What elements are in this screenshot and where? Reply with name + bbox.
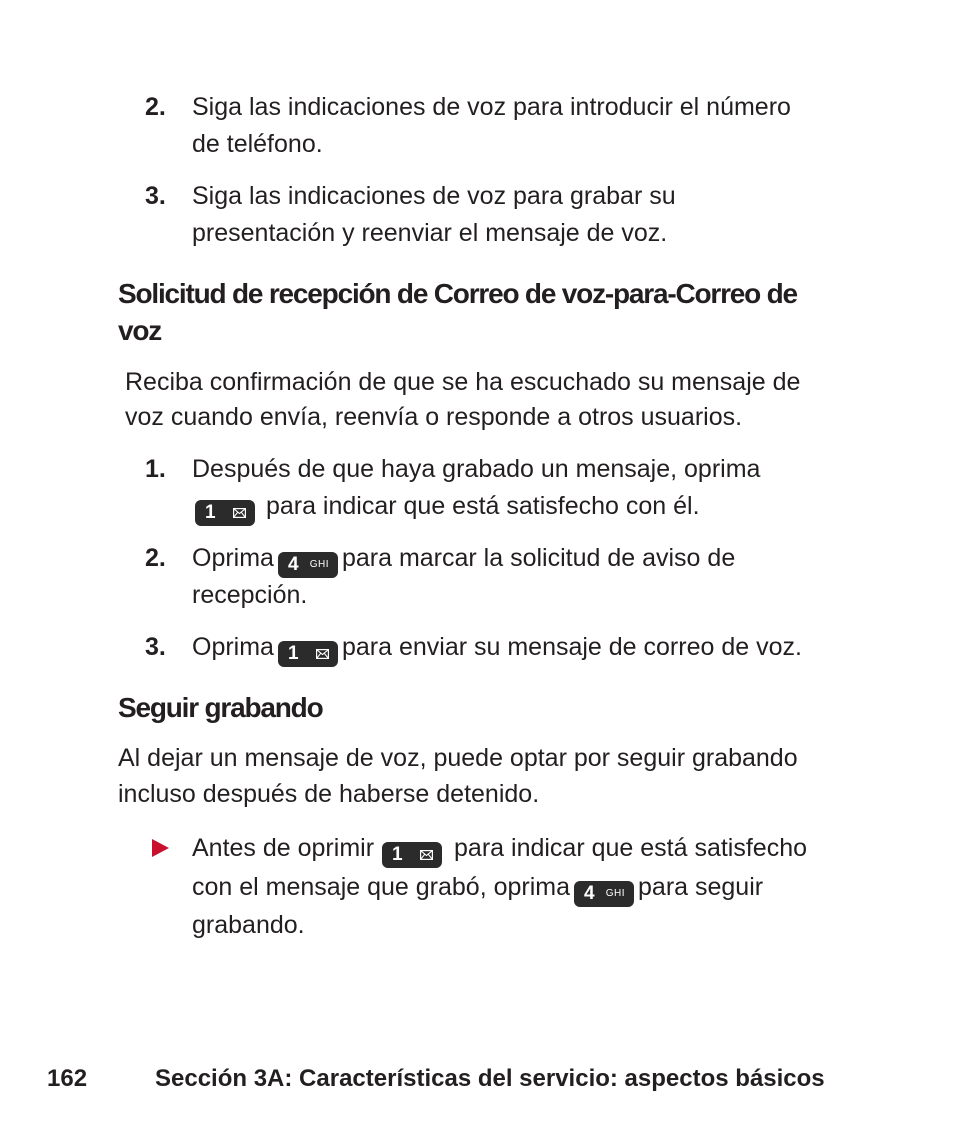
- list-item-text: 1 para indicar que está satisfecho con él.: [191, 488, 700, 526]
- list-item-text: recepción.: [192, 581, 308, 609]
- envelope-icon: [316, 649, 329, 659]
- list-number: 2.: [145, 544, 166, 572]
- list-item-text: Después de que haya grabado un mensaje, oprima: [192, 455, 761, 483]
- paragraph: voz cuando envía, reenvía o responde a otros usuarios.: [125, 403, 743, 431]
- list-number: 3.: [145, 633, 166, 661]
- key-4-icon: 4 GHI: [278, 552, 338, 578]
- page-number: 162: [47, 1065, 88, 1092]
- key-1-icon: 1: [382, 842, 442, 868]
- footer-section-title: Sección 3A: Características del servicio: aspectos básicos: [155, 1065, 825, 1092]
- bullet-text: con el mensaje que grabó, oprima 4 GHI para seguir: [192, 869, 763, 907]
- section-heading: Solicitud de recepción de Correo de voz-para-Correo de: [118, 278, 797, 309]
- key-1-icon: 1: [195, 500, 255, 526]
- list-item-text: Siga las indicaciones de voz para introducir el número: [192, 93, 791, 121]
- bullet-arrow-icon: [152, 839, 169, 857]
- list-item-text: Siga las indicaciones de voz para grabar su: [192, 182, 676, 210]
- list-number: 1.: [145, 455, 166, 483]
- list-item-text: de teléfono.: [192, 130, 323, 158]
- bullet-text: grabando.: [192, 911, 305, 939]
- paragraph: incluso después de haberse detenido.: [118, 780, 540, 808]
- bullet-text: Antes de oprimir 1 para indicar que está satisfecho: [192, 830, 807, 868]
- list-item-text: Oprima 1 para enviar su mensaje de correo de voz.: [192, 629, 802, 667]
- list-number: 3.: [145, 182, 166, 210]
- list-item-text: presentación y reenviar el mensaje de voz.: [192, 219, 668, 247]
- envelope-icon: [233, 508, 246, 518]
- section-heading: Seguir grabando: [118, 692, 323, 723]
- list-number: 2.: [145, 93, 166, 121]
- section-heading: voz: [118, 315, 162, 346]
- key-1-icon: 1: [278, 641, 338, 667]
- paragraph: Reciba confirmación de que se ha escuchado su mensaje de: [125, 368, 801, 396]
- list-item-text: Oprima 4 GHI para marcar la solicitud de aviso de: [192, 540, 735, 578]
- key-4-icon: 4 GHI: [574, 881, 634, 907]
- envelope-icon: [420, 850, 433, 860]
- paragraph: Al dejar un mensaje de voz, puede optar por seguir grabando: [118, 744, 798, 772]
